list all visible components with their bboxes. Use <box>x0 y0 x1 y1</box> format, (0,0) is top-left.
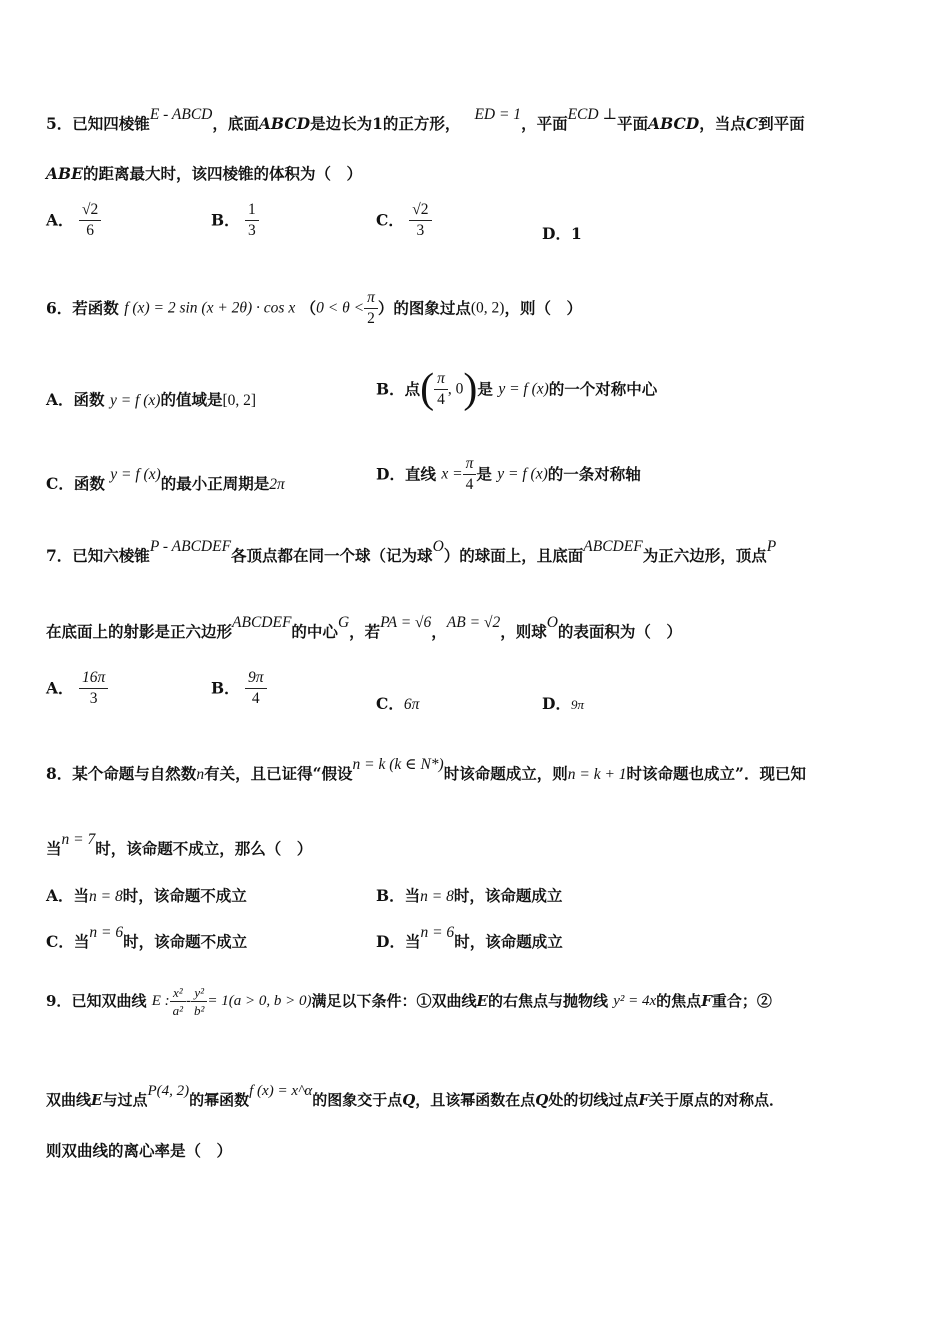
q6-line1: 6．若函数 f (x) = 2 sin (x + 2θ) · cos x （0 < θ < $\frac{\pi}{2}$ ）的图象过点(0, 2)，则（ ） <box>46 289 582 327</box>
q8-option-d[interactable]: D．当n = 6时，该命题成立 <box>376 924 563 951</box>
q9-number: 9． <box>46 992 72 1010</box>
q5-number: 5． <box>46 114 73 133</box>
q5-line2: ABE的距离最大时，该四棱锥的体积为（ ） <box>46 164 362 183</box>
q8-line1: 8．某个命题与自然数n有关，且已证得“假设n = k (k ∈ N*)时该命题成立，则n = k + 1时该命题也成立”．现已知 <box>46 756 806 783</box>
q7-number: 7． <box>46 546 73 565</box>
q6-number: 6． <box>46 298 73 318</box>
q5-option-c[interactable]: C． $\frac{√2}{3}$ <box>376 202 432 238</box>
q6-option-d[interactable]: D．直线 x = $\frac{\pi}{4}$ 是 y = f (x)的一条对称轴 <box>376 455 641 493</box>
q8-number: 8． <box>46 764 73 783</box>
q9-line1: 9．已知双曲线 E : $\frac{\text{x²}}{\text{a²}}$ - $\frac{\text{y²}}{\text{b²}}$ = 1(a > 0, b > 0)满足以下条件：①双曲线E的右焦点与抛物线 y² = 4x的焦点F重合；② <box>46 985 772 1018</box>
q9-line2: 双曲线E与过点P(4, 2)的幂函数f (x) = x^α的图象交于点Q，且该幂函数在点Q处的切线过点F关于原点的对称点． <box>46 1083 785 1109</box>
q7-option-c[interactable]: C．6π <box>376 694 420 713</box>
q5-pyramid: E - ABCD <box>149 106 213 123</box>
q8-option-c[interactable]: C．当n = 6时，该命题不成立 <box>46 924 248 951</box>
q6-option-a[interactable]: A．函数 y = f (x)的值域是[0, 2] <box>46 390 257 409</box>
q7-option-d[interactable]: D．9π <box>542 694 584 713</box>
q5-option-b[interactable]: B． $\frac{1}{3}$ <box>211 202 259 238</box>
q7-line2: 在底面上的射影是正六边形ABCDEF的中心G，若PA = √6，AB = √2，则球O的表面积为（ ） <box>46 614 682 641</box>
q7-option-a[interactable]: A． $\frac{16\pi}{3}$ <box>46 670 108 706</box>
q8-option-a[interactable]: A．当n = 8时，该命题不成立 <box>46 886 247 905</box>
q8-line2: 当n = 7时，该命题不成立，那么（ ） <box>46 831 313 858</box>
q8-option-b[interactable]: B．当n = 8时，该命题成立 <box>376 886 563 905</box>
q5-option-a[interactable]: A． $\frac{√2}{6}$ <box>46 202 101 238</box>
q7-line1: 7．已知六棱锥P - ABCDEF各顶点都在同一个球（记为球O）的球面上，且底面ABCDEF为正六边形，顶点P <box>46 538 777 565</box>
q5-option-d[interactable]: D．1 <box>542 224 582 243</box>
q9-line3: 则双曲线的离心率是（ ） <box>46 1141 233 1160</box>
q6-option-b[interactable]: B．点( $\frac{\pi}{4}$ , 0)是 y = f (x)的一个对称中心 <box>376 366 658 412</box>
q7-option-b[interactable]: B． $\frac{9\pi}{4}$ <box>211 670 267 706</box>
q5-line1: 5．已知四棱锥E - ABCD，底面ABCD是边长为1的正方形， ED = 1，平面ECD ⊥平面ABCD，当点C到平面 <box>46 106 805 133</box>
q6-option-c[interactable]: C．函数 y = f (x)的最小正周期是2π <box>46 466 285 493</box>
